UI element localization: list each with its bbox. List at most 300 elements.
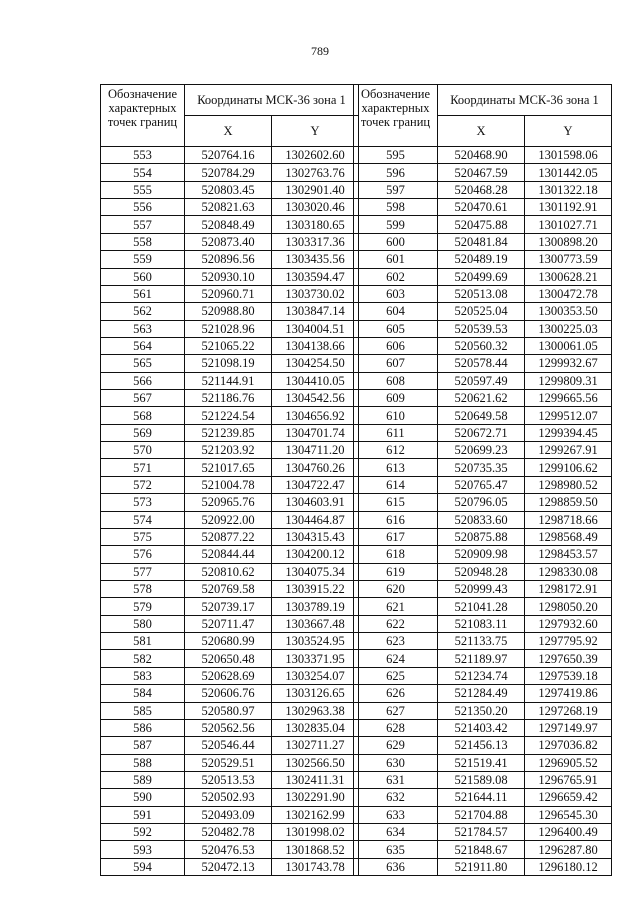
table-row (354, 685, 612, 702)
table-row (354, 181, 612, 198)
x-coordinate-cell: 520468.28 (438, 181, 525, 198)
x-coordinate-cell: 521133.75 (438, 633, 525, 650)
point-number-cell: 576 (101, 546, 185, 563)
x-coordinate-cell: 520525.04 (438, 303, 525, 320)
point-number-cell: 601 (354, 251, 438, 268)
table-row (354, 442, 612, 459)
point-number-cell: 558 (101, 233, 185, 250)
table-row (354, 806, 612, 823)
point-number-cell: 615 (354, 494, 438, 511)
x-coordinate-cell: 520764.16 (185, 147, 272, 164)
y-coordinate-cell: 1300353.50 (525, 303, 612, 320)
point-number-cell: 555 (101, 181, 185, 198)
x-coordinate-cell: 520821.63 (185, 199, 272, 216)
point-number-cell: 612 (354, 442, 438, 459)
y-coordinate-cell: 1299932.67 (525, 355, 612, 372)
point-number-cell: 568 (101, 407, 185, 424)
page-number: 789 (311, 44, 329, 58)
y-coordinate-cell: 1300898.20 (525, 233, 612, 250)
point-number-cell: 553 (101, 147, 185, 164)
table-row (354, 563, 612, 580)
x-coordinate-cell: 521004.78 (185, 476, 272, 493)
x-coordinate-cell: 521644.11 (438, 789, 525, 806)
point-number-cell: 609 (354, 390, 438, 407)
table-row (354, 667, 612, 684)
y-coordinate-cell: 1303317.36 (272, 233, 359, 250)
x-coordinate-cell: 520877.22 (185, 528, 272, 545)
x-coordinate-cell: 520909.98 (438, 546, 525, 563)
y-coordinate-cell: 1298050.20 (525, 598, 612, 615)
x-coordinate-cell: 521911.80 (438, 858, 525, 875)
table-row (354, 372, 612, 389)
point-number-cell: 591 (101, 806, 185, 823)
x-coordinate-cell: 521234.74 (438, 667, 525, 684)
point-number-cell: 567 (101, 390, 185, 407)
x-coordinate-cell: 520873.40 (185, 233, 272, 250)
y-coordinate-cell: 1301998.02 (272, 824, 359, 841)
table-row (101, 824, 359, 841)
x-coordinate-cell: 521519.41 (438, 754, 525, 771)
point-number-cell: 635 (354, 841, 438, 858)
table-row (101, 199, 359, 216)
y-coordinate-cell: 1299394.45 (525, 424, 612, 441)
x-coordinate-cell: 520482.78 (185, 824, 272, 841)
x-coordinate-cell: 521848.67 (438, 841, 525, 858)
x-coordinate-cell: 520562.56 (185, 719, 272, 736)
point-number-cell: 628 (354, 719, 438, 736)
y-coordinate-cell: 1298330.08 (525, 563, 612, 580)
y-coordinate-cell: 1303254.07 (272, 667, 359, 684)
point-number-cell: 625 (354, 667, 438, 684)
x-coordinate-cell: 520965.76 (185, 494, 272, 511)
x-coordinate-cell: 520489.19 (438, 251, 525, 268)
header-coordinates: Координаты МСК-36 зона 1 (438, 85, 612, 116)
table-row (354, 424, 612, 441)
point-number-cell: 587 (101, 737, 185, 754)
x-coordinate-cell: 521017.65 (185, 459, 272, 476)
coordinates-table-right (353, 84, 612, 876)
point-number-cell: 583 (101, 667, 185, 684)
point-number-cell: 559 (101, 251, 185, 268)
point-number-cell: 611 (354, 424, 438, 441)
point-number-cell: 599 (354, 216, 438, 233)
x-coordinate-cell: 520999.43 (438, 580, 525, 597)
y-coordinate-cell: 1300773.59 (525, 251, 612, 268)
x-coordinate-cell: 520502.93 (185, 789, 272, 806)
table-row (354, 702, 612, 719)
table-row (101, 476, 359, 493)
y-coordinate-cell: 1299267.91 (525, 442, 612, 459)
x-coordinate-cell: 520810.62 (185, 563, 272, 580)
x-coordinate-cell: 520803.45 (185, 181, 272, 198)
header-point-designation: Обозначение характерных точек границ (354, 85, 438, 147)
y-coordinate-cell: 1297419.86 (525, 685, 612, 702)
x-coordinate-cell: 521144.91 (185, 372, 272, 389)
y-coordinate-cell: 1302763.76 (272, 164, 359, 181)
table-row (101, 424, 359, 441)
y-coordinate-cell: 1304464.87 (272, 511, 359, 528)
y-coordinate-cell: 1296765.91 (525, 771, 612, 788)
point-number-cell: 557 (101, 216, 185, 233)
point-number-cell: 590 (101, 789, 185, 806)
table-row (101, 702, 359, 719)
y-coordinate-cell: 1304656.92 (272, 407, 359, 424)
table-row (354, 303, 612, 320)
x-coordinate-cell: 521456.13 (438, 737, 525, 754)
table-row (101, 528, 359, 545)
y-coordinate-cell: 1302162.99 (272, 806, 359, 823)
x-coordinate-cell: 520628.69 (185, 667, 272, 684)
y-coordinate-cell: 1304004.51 (272, 320, 359, 337)
table-row (101, 580, 359, 597)
table-row (101, 737, 359, 754)
point-number-cell: 556 (101, 199, 185, 216)
table-row (354, 407, 612, 424)
table-row (354, 754, 612, 771)
table-row (354, 737, 612, 754)
point-number-cell: 581 (101, 633, 185, 650)
y-coordinate-cell: 1296545.30 (525, 806, 612, 823)
x-coordinate-cell: 520796.05 (438, 494, 525, 511)
table-row (101, 459, 359, 476)
point-number-cell: 632 (354, 789, 438, 806)
table-row (101, 685, 359, 702)
right-table-body (354, 147, 612, 876)
table-row (354, 789, 612, 806)
point-number-cell: 600 (354, 233, 438, 250)
x-coordinate-cell: 520735.35 (438, 459, 525, 476)
y-coordinate-cell: 1304254.50 (272, 355, 359, 372)
point-number-cell: 604 (354, 303, 438, 320)
x-coordinate-cell: 520580.97 (185, 702, 272, 719)
y-coordinate-cell: 1303435.56 (272, 251, 359, 268)
x-coordinate-cell: 520481.84 (438, 233, 525, 250)
table-row (354, 841, 612, 858)
table-row (101, 147, 359, 164)
table-row (101, 719, 359, 736)
x-coordinate-cell: 520848.49 (185, 216, 272, 233)
y-coordinate-cell: 1298859.50 (525, 494, 612, 511)
point-number-cell: 630 (354, 754, 438, 771)
y-coordinate-cell: 1297650.39 (525, 650, 612, 667)
point-number-cell: 610 (354, 407, 438, 424)
point-number-cell: 623 (354, 633, 438, 650)
table-row (354, 476, 612, 493)
y-coordinate-cell: 1296400.49 (525, 824, 612, 841)
point-number-cell: 585 (101, 702, 185, 719)
table-row (101, 494, 359, 511)
y-coordinate-cell: 1304760.26 (272, 459, 359, 476)
point-number-cell: 594 (101, 858, 185, 875)
table-row (354, 598, 612, 615)
point-number-cell: 586 (101, 719, 185, 736)
table-row (101, 615, 359, 632)
y-coordinate-cell: 1302901.40 (272, 181, 359, 198)
table-row (101, 858, 359, 875)
table-row (354, 546, 612, 563)
table-row (101, 841, 359, 858)
point-number-cell: 562 (101, 303, 185, 320)
y-coordinate-cell: 1299809.31 (525, 372, 612, 389)
y-coordinate-cell: 1303915.22 (272, 580, 359, 597)
point-number-cell: 616 (354, 511, 438, 528)
table-row (354, 285, 612, 302)
point-number-cell: 589 (101, 771, 185, 788)
x-coordinate-cell: 520546.44 (185, 737, 272, 754)
table-row (354, 337, 612, 354)
table-row (354, 615, 612, 632)
table-row (101, 650, 359, 667)
y-coordinate-cell: 1303020.46 (272, 199, 359, 216)
x-coordinate-cell: 521224.54 (185, 407, 272, 424)
x-coordinate-cell: 520470.61 (438, 199, 525, 216)
y-coordinate-cell: 1304701.74 (272, 424, 359, 441)
table-row (101, 285, 359, 302)
x-coordinate-cell: 520472.13 (185, 858, 272, 875)
table-row (354, 320, 612, 337)
y-coordinate-cell: 1299512.07 (525, 407, 612, 424)
table-row (354, 494, 612, 511)
point-number-cell: 595 (354, 147, 438, 164)
y-coordinate-cell: 1299106.62 (525, 459, 612, 476)
x-coordinate-cell: 520499.69 (438, 268, 525, 285)
x-coordinate-cell: 520529.51 (185, 754, 272, 771)
y-coordinate-cell: 1296180.12 (525, 858, 612, 875)
y-coordinate-cell: 1296287.80 (525, 841, 612, 858)
x-coordinate-cell: 520960.71 (185, 285, 272, 302)
table-row (354, 633, 612, 650)
x-coordinate-cell: 520680.99 (185, 633, 272, 650)
table-row (101, 268, 359, 285)
point-number-cell: 606 (354, 337, 438, 354)
point-number-cell: 554 (101, 164, 185, 181)
left-table-body (101, 147, 359, 876)
point-number-cell: 634 (354, 824, 438, 841)
point-number-cell: 620 (354, 580, 438, 597)
table-row (101, 164, 359, 181)
point-number-cell: 617 (354, 528, 438, 545)
y-coordinate-cell: 1297932.60 (525, 615, 612, 632)
point-number-cell: 621 (354, 598, 438, 615)
y-coordinate-cell: 1304542.56 (272, 390, 359, 407)
y-coordinate-cell: 1298980.52 (525, 476, 612, 493)
y-coordinate-cell: 1296659.42 (525, 789, 612, 806)
x-coordinate-cell: 521239.85 (185, 424, 272, 441)
table-row (101, 546, 359, 563)
x-coordinate-cell: 521203.92 (185, 442, 272, 459)
table-row (101, 771, 359, 788)
x-coordinate-cell: 520468.90 (438, 147, 525, 164)
y-coordinate-cell: 1302411.31 (272, 771, 359, 788)
table-row (354, 268, 612, 285)
point-number-cell: 626 (354, 685, 438, 702)
table-row (354, 511, 612, 528)
table-row (354, 251, 612, 268)
y-coordinate-cell: 1304722.47 (272, 476, 359, 493)
y-coordinate-cell: 1303730.02 (272, 285, 359, 302)
y-coordinate-cell: 1299665.56 (525, 390, 612, 407)
point-number-cell: 608 (354, 372, 438, 389)
table-row (354, 459, 612, 476)
y-coordinate-cell: 1297539.18 (525, 667, 612, 684)
point-number-cell: 629 (354, 737, 438, 754)
table-row (354, 199, 612, 216)
y-coordinate-cell: 1300628.21 (525, 268, 612, 285)
y-coordinate-cell: 1301322.18 (525, 181, 612, 198)
header-point-designation: Обозначение характерных точек границ (101, 85, 185, 147)
y-coordinate-cell: 1300061.05 (525, 337, 612, 354)
x-coordinate-cell: 520711.47 (185, 615, 272, 632)
table-row (101, 667, 359, 684)
y-coordinate-cell: 1296905.52 (525, 754, 612, 771)
point-number-cell: 580 (101, 615, 185, 632)
point-number-cell: 570 (101, 442, 185, 459)
table-row (354, 147, 612, 164)
point-number-cell: 575 (101, 528, 185, 545)
x-coordinate-cell: 520476.53 (185, 841, 272, 858)
x-coordinate-cell: 520475.88 (438, 216, 525, 233)
x-coordinate-cell: 520606.76 (185, 685, 272, 702)
x-coordinate-cell: 520769.58 (185, 580, 272, 597)
y-coordinate-cell: 1298172.91 (525, 580, 612, 597)
y-coordinate-cell: 1304603.91 (272, 494, 359, 511)
y-coordinate-cell: 1303594.47 (272, 268, 359, 285)
point-number-cell: 561 (101, 285, 185, 302)
point-number-cell: 572 (101, 476, 185, 493)
table-row (101, 372, 359, 389)
y-coordinate-cell: 1298718.66 (525, 511, 612, 528)
table-row (101, 337, 359, 354)
table-row (354, 824, 612, 841)
point-number-cell: 588 (101, 754, 185, 771)
point-number-cell: 582 (101, 650, 185, 667)
y-coordinate-cell: 1302711.27 (272, 737, 359, 754)
y-coordinate-cell: 1298453.57 (525, 546, 612, 563)
table-row (354, 858, 612, 875)
point-number-cell: 603 (354, 285, 438, 302)
x-coordinate-cell: 521403.42 (438, 719, 525, 736)
y-coordinate-cell: 1303789.19 (272, 598, 359, 615)
x-coordinate-cell: 520765.47 (438, 476, 525, 493)
y-coordinate-cell: 1304410.05 (272, 372, 359, 389)
point-number-cell: 602 (354, 268, 438, 285)
table-row (101, 390, 359, 407)
point-number-cell: 569 (101, 424, 185, 441)
header-coordinates: Координаты МСК-36 зона 1 (185, 85, 359, 116)
x-coordinate-cell: 520560.32 (438, 337, 525, 354)
x-coordinate-cell: 521704.88 (438, 806, 525, 823)
y-coordinate-cell: 1297268.19 (525, 702, 612, 719)
coordinates-table-left (100, 84, 359, 876)
header-y: Y (525, 116, 612, 147)
x-coordinate-cell: 521083.11 (438, 615, 525, 632)
point-number-cell: 598 (354, 199, 438, 216)
point-number-cell: 622 (354, 615, 438, 632)
y-coordinate-cell: 1303524.95 (272, 633, 359, 650)
point-number-cell: 624 (354, 650, 438, 667)
table-row (101, 789, 359, 806)
y-coordinate-cell: 1297149.97 (525, 719, 612, 736)
y-coordinate-cell: 1303180.65 (272, 216, 359, 233)
x-coordinate-cell: 520672.71 (438, 424, 525, 441)
x-coordinate-cell: 520922.00 (185, 511, 272, 528)
y-coordinate-cell: 1303371.95 (272, 650, 359, 667)
x-coordinate-cell: 520650.48 (185, 650, 272, 667)
point-number-cell: 636 (354, 858, 438, 875)
x-coordinate-cell: 520493.09 (185, 806, 272, 823)
y-coordinate-cell: 1301442.05 (525, 164, 612, 181)
x-coordinate-cell: 520875.88 (438, 528, 525, 545)
x-coordinate-cell: 520739.17 (185, 598, 272, 615)
point-number-cell: 614 (354, 476, 438, 493)
point-number-cell: 564 (101, 337, 185, 354)
x-coordinate-cell: 521784.57 (438, 824, 525, 841)
x-coordinate-cell: 521589.08 (438, 771, 525, 788)
table-row (354, 528, 612, 545)
y-coordinate-cell: 1304138.66 (272, 337, 359, 354)
y-coordinate-cell: 1297795.92 (525, 633, 612, 650)
x-coordinate-cell: 521186.76 (185, 390, 272, 407)
point-number-cell: 607 (354, 355, 438, 372)
table-row (101, 251, 359, 268)
y-coordinate-cell: 1301743.78 (272, 858, 359, 875)
table-row (354, 355, 612, 372)
point-number-cell: 578 (101, 580, 185, 597)
table-row (354, 164, 612, 181)
table-row (101, 511, 359, 528)
point-number-cell: 579 (101, 598, 185, 615)
y-coordinate-cell: 1300472.78 (525, 285, 612, 302)
y-coordinate-cell: 1298568.49 (525, 528, 612, 545)
x-coordinate-cell: 520539.53 (438, 320, 525, 337)
y-coordinate-cell: 1302963.38 (272, 702, 359, 719)
x-coordinate-cell: 520467.59 (438, 164, 525, 181)
table-row (101, 754, 359, 771)
y-coordinate-cell: 1304711.20 (272, 442, 359, 459)
y-coordinate-cell: 1303667.48 (272, 615, 359, 632)
point-number-cell: 573 (101, 494, 185, 511)
table-row (101, 633, 359, 650)
x-coordinate-cell: 520699.23 (438, 442, 525, 459)
x-coordinate-cell: 521065.22 (185, 337, 272, 354)
point-number-cell: 605 (354, 320, 438, 337)
point-number-cell: 584 (101, 685, 185, 702)
table-row (101, 303, 359, 320)
point-number-cell: 633 (354, 806, 438, 823)
table-row (354, 233, 612, 250)
x-coordinate-cell: 520597.49 (438, 372, 525, 389)
y-coordinate-cell: 1304200.12 (272, 546, 359, 563)
y-coordinate-cell: 1301192.91 (525, 199, 612, 216)
point-number-cell: 577 (101, 563, 185, 580)
table-row (101, 407, 359, 424)
table-row (101, 563, 359, 580)
point-number-cell: 613 (354, 459, 438, 476)
y-coordinate-cell: 1302566.50 (272, 754, 359, 771)
table-row (101, 355, 359, 372)
point-number-cell: 566 (101, 372, 185, 389)
y-coordinate-cell: 1297036.82 (525, 737, 612, 754)
x-coordinate-cell: 520578.44 (438, 355, 525, 372)
x-coordinate-cell: 520621.62 (438, 390, 525, 407)
y-coordinate-cell: 1304075.34 (272, 563, 359, 580)
point-number-cell: 597 (354, 181, 438, 198)
table-row (101, 442, 359, 459)
point-number-cell: 574 (101, 511, 185, 528)
point-number-cell: 592 (101, 824, 185, 841)
x-coordinate-cell: 520896.56 (185, 251, 272, 268)
table-row (354, 771, 612, 788)
